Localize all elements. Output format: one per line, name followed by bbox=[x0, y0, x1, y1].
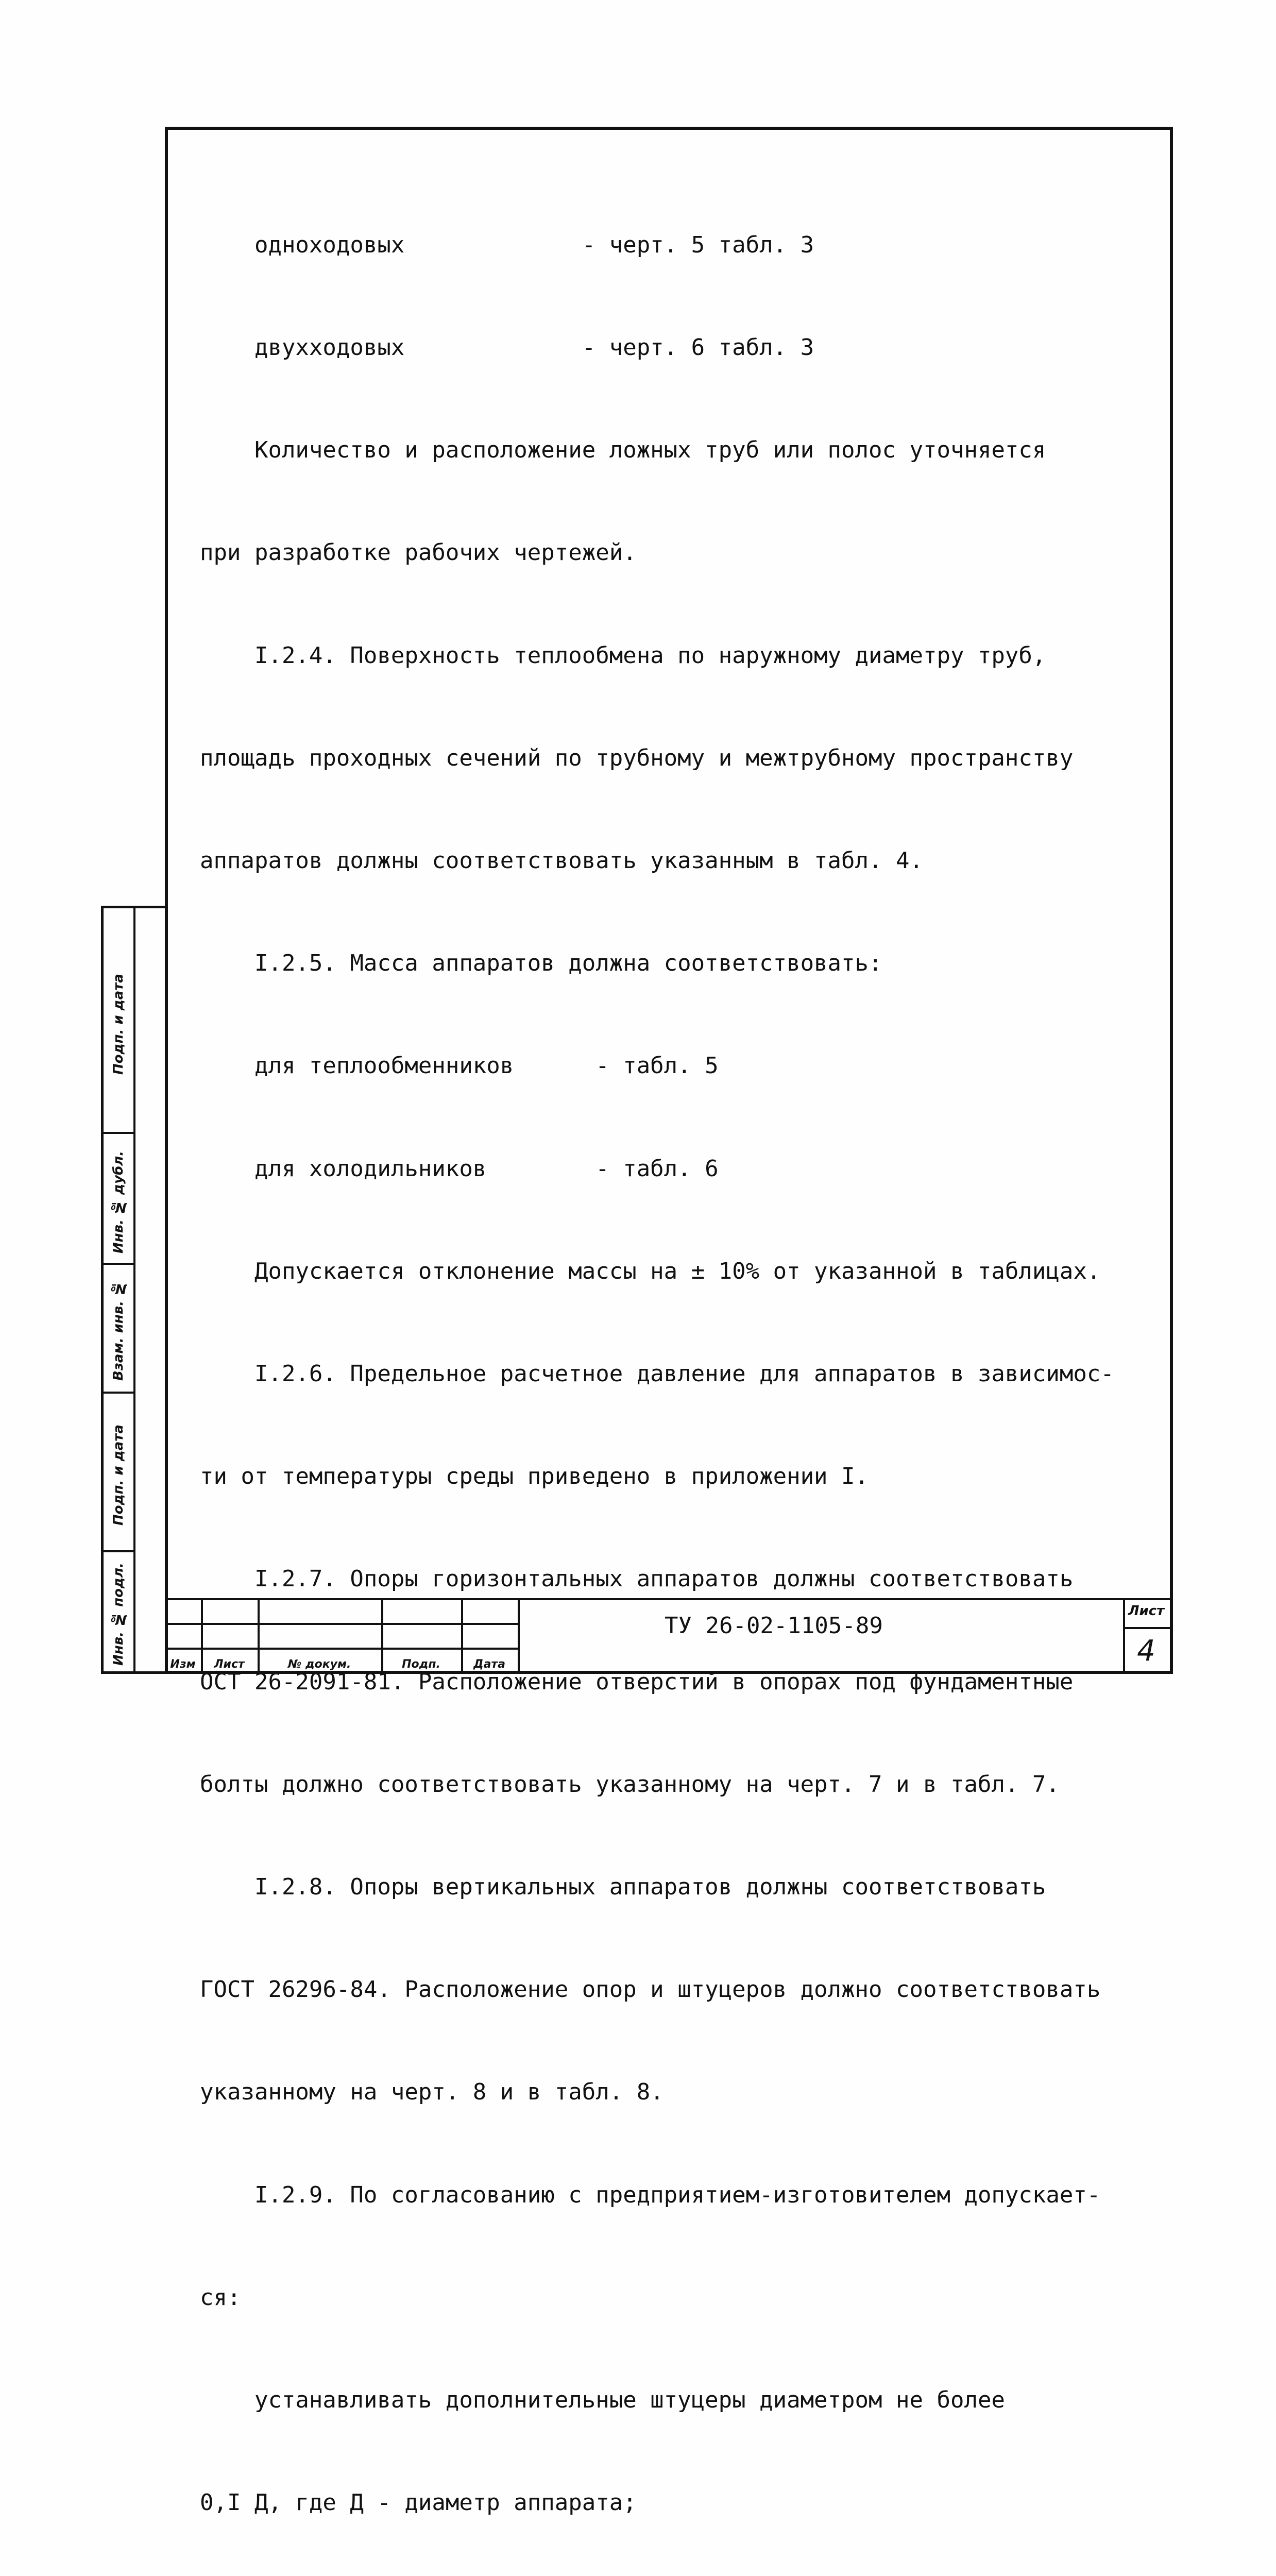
text-line: устанавливать дополнительные штуцеры диаметром не более bbox=[200, 2387, 1005, 2414]
text-line: двухходовых - черт. 6 табл. 3 bbox=[200, 334, 814, 361]
text-line: ГОСТ 26296-84. Расположение опор и штуцеров должно соответствовать bbox=[200, 1976, 1101, 2003]
text-line: Допускается отклонение массы на ± 10% от указанной в таблицах. bbox=[200, 1258, 1101, 1284]
side-label: Инв. № дубл. bbox=[111, 1150, 126, 1253]
stamp-line bbox=[165, 1623, 518, 1625]
text-line: I.2.6. Предельное расчетное давление для аппаратов в зависимос- bbox=[200, 1361, 1114, 1387]
stamp-header: Изм bbox=[170, 1658, 196, 1671]
stamp-header: Подп. bbox=[402, 1658, 440, 1671]
side-stamp bbox=[101, 906, 167, 1674]
text-line: ся: bbox=[200, 2284, 241, 2311]
stamp-header: Лист bbox=[214, 1658, 245, 1671]
side-label: Инв. № подл. bbox=[111, 1563, 126, 1666]
stamp-line bbox=[165, 1648, 518, 1650]
text-line: для теплообменников - табл. 5 bbox=[200, 1053, 719, 1079]
text-line: площадь проходных сечений по трубному и межтрубному пространству bbox=[200, 744, 1074, 771]
text-line: ти от температуры среды приведено в приложении I. bbox=[200, 1463, 869, 1490]
side-label: Взам. инв. № bbox=[111, 1280, 126, 1381]
side-label: Подп. и дата bbox=[111, 974, 126, 1075]
stamp-header: Дата bbox=[473, 1658, 506, 1671]
text-line: I.2.4. Поверхность теплообмена по наружному диаметру труб, bbox=[200, 642, 1046, 669]
sheet-label: Лист bbox=[1128, 1603, 1165, 1619]
text-line: болты должно соответствовать указанному на черт. 7 и в табл. 7. bbox=[200, 1771, 1060, 1798]
text-line: I.2.8. Опоры вертикальных аппаратов должны соответствовать bbox=[200, 1874, 1046, 1901]
text-line: одноходовых - черт. 5 табл. 3 bbox=[200, 231, 814, 258]
document-number: ТУ 26-02-1105-89 bbox=[665, 1613, 883, 1639]
text-line: указанному на черт. 8 и в табл. 8. bbox=[200, 2079, 664, 2106]
stamp-line bbox=[518, 1598, 520, 1674]
sheet-number: 4 bbox=[1137, 1634, 1155, 1668]
stamp-line bbox=[165, 1598, 1173, 1600]
stamp-header: № докум. bbox=[287, 1658, 351, 1671]
document-body bbox=[200, 160, 1168, 2576]
text-line: I.2.9. По согласованию с предприятием-изготовителем допускает- bbox=[200, 2181, 1101, 2208]
text-line: для холодильников - табл. 6 bbox=[200, 1155, 719, 1182]
side-label: Подп. и дата bbox=[111, 1425, 126, 1526]
text-line: I.2.5. Масса аппаратов должна соответствовать: bbox=[200, 950, 882, 977]
text-line: при разработке рабочих чертежей. bbox=[200, 539, 637, 566]
text-line: Количество и расположение ложных труб или полос уточняется bbox=[200, 437, 1046, 464]
text-line: I.2.7. Опоры горизонтальных аппаратов должны соответствовать bbox=[200, 1566, 1074, 1592]
text-line: ОСТ 26-2091-81. Расположение отверстий в опорах под фундаментные bbox=[200, 1668, 1074, 1695]
text-line: аппаратов должны соответствовать указанным в табл. 4. bbox=[200, 848, 923, 874]
text-line: 0,I Д, где Д - диаметр аппарата; bbox=[200, 2489, 637, 2516]
stamp-line bbox=[1123, 1627, 1173, 1629]
